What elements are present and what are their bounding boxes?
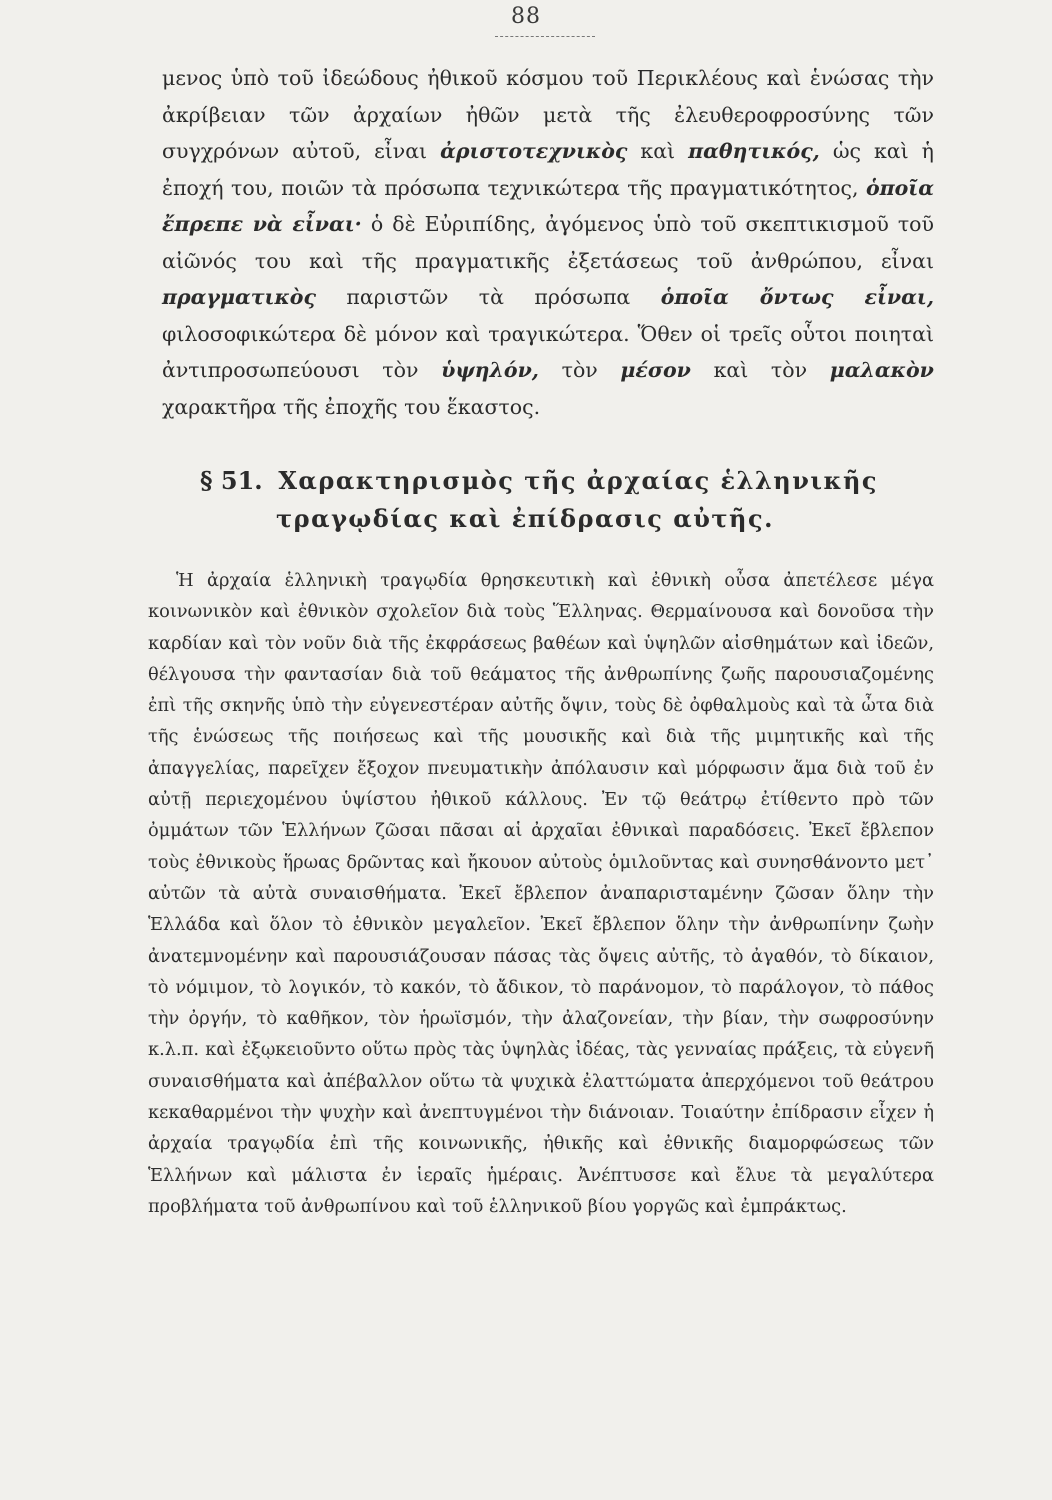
continuation-paragraph xyxy=(162,60,934,425)
emphasis-term: μέσον xyxy=(620,358,691,382)
section-title-line-2: τραγῳδίας καὶ ἐπίδρασις αὐτῆς. xyxy=(276,504,774,533)
text-run: καὶ τὸν xyxy=(713,358,808,382)
emphasis-term: ἀριστοτεχνικὸς xyxy=(440,139,628,163)
emphasis-term: ὁποῖα ὄντως εἶναι, xyxy=(660,285,934,309)
section-heading xyxy=(200,462,900,538)
section-title-line-1: Χαρακτηρισμὸς τῆς ἀρχαίας ἑλληνικῆς xyxy=(278,466,879,495)
heading-line-2 xyxy=(200,500,900,538)
body-paragraph: Ἡ ἀρχαία ἑλληνικὴ τραγῳδία θρησκευτικὴ καὶ ἐθνικὴ οὖσα ἀπετέλεσε μέγα κοινωνικὸν καὶ ἐθνικὸν σχολεῖον διὰ τοὺς Ἕλληνας. Θερμαίνουσα καὶ δονοῦσα τὴν καρδίαν καὶ τὸν νοῦν διὰ τῆς ἐκφράσεως βαθέων καὶ ὑψηλῶν αἰσθημάτων καὶ ἰδεῶν, θέλγουσα τὴν φαντασίαν διὰ τοῦ θεάματος τῆς ἀνθρωπίνης ζωῆς παρουσιαζομένης ἐπὶ τῆς σκηνῆς ὑπὸ τὴν εὐγενεστέραν αὐτῆς ὄψιν, τοὺς δὲ ὀφθαλμοὺς καὶ τὰ ὦτα διὰ τῆς ἑνώσεως τῆς ποιήσεως καὶ τῆς μουσικῆς καὶ διὰ τῆς μιμητικῆς καὶ τῆς ἀπαγγελίας, παρεῖχεν ἔξοχον πνευματικὴν ἀπόλαυσιν καὶ μόρφωσιν ἅμα διὰ τοῦ ἐν αὐτῇ περιεχομένου ὑψίστου ἠθικοῦ κάλλους. Ἐν τῷ θεάτρῳ ἐτίθεντο πρὸ τῶν ὀμμάτων τῶν Ἑλλήνων ζῶσαι πᾶσαι αἱ ἀρχαῖαι ἐθνικαὶ παραδόσεις. Ἐκεῖ ἔβλεπον τοὺς ἐθνικοὺς ἥρωας δρῶντας καὶ ἤκουον αὐτοὺς ὁμιλοῦντας καὶ συνησθάνοντο μετ᾽ αὐτῶν τὰ αὐτὰ συναισθήματα. Ἐκεῖ ἔβλεπον ἀναπαρισταμένην ζῶσαν ὅλην τὴν Ἑλλάδα καὶ ὅλον τὸ ἐθνικὸν μεγαλεῖον. Ἐκεῖ ἔβλεπον ὅλην τὴν ἀνθρωπίνην ζωὴν ἀνατεμνομένην καὶ παρουσιάζουσαν πάσας τὰς ὄψεις αὐτῆς, τὸ ἀγαθόν, τὸ δίκαιον, τὸ νόμιμον, τὸ λογικόν, τὸ κακόν, τὸ ἄδικον, τὸ παράνομον, τὸ παράλογον, τὸ πάθος τὴν ὀργήν, τὸ καθῆκον, τὸν ἡρωϊσμόν, τὴν ἀλαζονείαν, τὴν βίαν, τὴν σωφροσύνην κ.λ.π. καὶ ἐξῳκειοῦντο οὕτω πρὸς τὰς ὑψηλὰς ἰδέας, τὰς γενναίας πράξεις, τὰ εὐγενῆ συναισθήματα καὶ ἀπέβαλλον οὕτω τὰ ψυχικὰ ἐλαττώματα ἀπερχόμενοι τοῦ θεάτρου κεκαθαρμένοι τὴν ψυχὴν καὶ ἀνεπτυγμένοι τὴν διάνοιαν. Τοιαύτην ἐπίδρασιν εἶχεν ἡ ἀρχαία τραγῳδία ἐπὶ τῆς κοινωνικῆς, ἠθικῆς καὶ ἐθνικῆς διαμορφώσεως τῶν Ἑλλήνων καὶ μάλιστα ἐν ἱεραῖς ἡμέραις. Ἀνέπτυσσε καὶ ἔλυε τὰ μεγαλύτερα προβλήματα τοῦ ἀνθρωπίνου καὶ τοῦ ἑλληνικοῦ βίου γοργῶς καὶ ἐμπράκτως. xyxy=(148,570,934,1217)
text-run: τὸν xyxy=(561,358,598,382)
text-run: ὡς καὶ ἡ ἐποχή του, ποιῶν τὰ πρόσωπα τεχνικώτερα τῆς πραγματικότητος, xyxy=(162,139,934,200)
page-number-rule xyxy=(495,36,595,37)
page-number: 88 xyxy=(511,4,541,29)
emphasis-term: παθητικός, xyxy=(688,139,820,163)
text-run: ὁ δὲ Εὐριπίδης, ἀγόμενος ὑπὸ τοῦ σκεπτικισμοῦ τοῦ αἰῶνός του καὶ τῆς πραγματικῆς ἐξετάσεως τοῦ ἀνθρώπου, εἶναι xyxy=(162,212,934,273)
emphasis-term: μαλακὸν xyxy=(829,358,934,382)
text-run: μενος ὑπὸ τοῦ ἰδεώδους ἠθικοῦ κόσμου τοῦ Περικλέους καὶ ἑνώσας τὴν ἀκρίβειαν τῶν ἀρχαίων ἠθῶν μετὰ τῆς ἐλευθεροφροσύνης τῶν συγχρόνων αὐτοῦ, εἶναι xyxy=(162,66,934,163)
emphasis-term: ὁποῖα ἔπρεπε νὰ εἶναι· xyxy=(162,175,934,236)
section-number: § 51. xyxy=(200,466,263,495)
text-run: παριστῶν τὰ πρόσωπα xyxy=(346,285,631,309)
heading-line-1 xyxy=(200,462,900,500)
emphasis-term: ὑψηλόν, xyxy=(441,358,539,382)
text-run: φιλοσοφικώτερα δὲ μόνον καὶ τραγικώτερα. Ὅθεν οἱ τρεῖς οὗτοι ποιηταὶ ἀντιπροσωπεύουσι τὸν xyxy=(162,321,934,382)
text-run: χαρακτῆρα τῆς ἐποχῆς του ἕκαστος. xyxy=(162,394,541,419)
text-run: καὶ xyxy=(640,139,676,163)
emphasis-term: πραγματικὸς xyxy=(162,285,316,309)
